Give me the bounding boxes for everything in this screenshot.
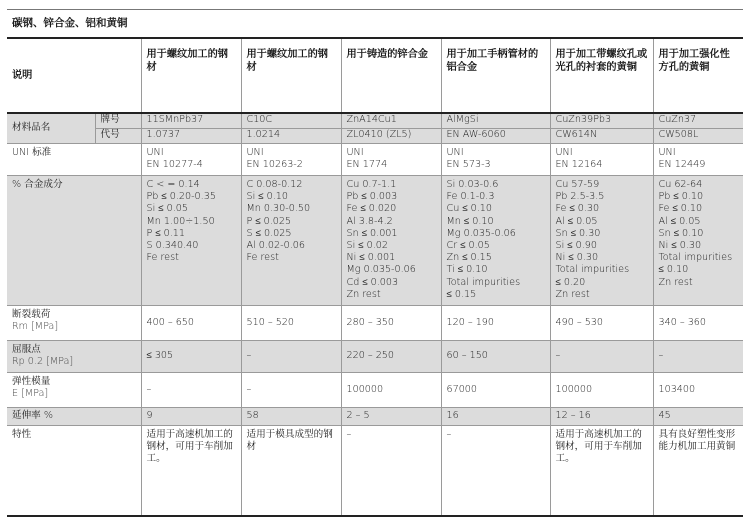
composition-line: Si ≤ 0.90 xyxy=(555,240,597,252)
e-value: 100000 xyxy=(550,373,653,408)
uni-line: EN 12164 xyxy=(555,159,603,171)
rm-label-cell xyxy=(7,306,141,341)
rp-value: – xyxy=(653,341,743,373)
composition-line: Fe rest xyxy=(146,252,179,264)
code-value: 1.0737 xyxy=(141,129,241,144)
rp-value: – xyxy=(550,341,653,373)
composition-line: C 0.08-0.12 xyxy=(246,179,303,190)
grade-value: ZnA14Cu1 xyxy=(341,113,441,129)
composition-line: Mg 0.035-0.06 xyxy=(446,227,516,239)
materials-table xyxy=(7,9,743,517)
material-header-4: 用于加工手柄管材的铝合金 xyxy=(441,38,550,113)
composition-line: Si ≤ 0.10 xyxy=(246,191,288,203)
composition-label: % 合金成分 xyxy=(7,176,141,306)
composition-line: Si ≤ 0.02 xyxy=(346,240,388,252)
grade-value: 11SMnPb37 xyxy=(141,113,241,129)
grade-value: CuZn37 xyxy=(653,113,743,129)
uni-line: UNI xyxy=(555,147,573,158)
composition-line: Total impurities xyxy=(658,252,733,264)
composition-line: Sn ≤ 0.001 xyxy=(346,227,398,239)
grade-value: AlMgSi xyxy=(441,113,550,129)
composition-line: Mg 0.035-0.06 xyxy=(346,264,416,276)
composition-line: Al ≤ 0.05 xyxy=(555,215,598,227)
characteristic-value: 适用于高速机加工的钢材，可用于车削加工。 xyxy=(550,426,653,517)
uni-line: UNI xyxy=(346,147,364,158)
composition-line: Total impurities xyxy=(555,264,630,276)
composition-line: Cu ≤ 0.10 xyxy=(446,203,493,215)
composition-line: ≤ 0.20 xyxy=(555,276,586,288)
rm-value: 400 – 650 xyxy=(141,306,241,341)
composition-line: S ≤ 0.025 xyxy=(246,227,292,239)
material-header-3: 用于铸造的锌合金 xyxy=(341,38,441,113)
rm-value: 280 – 350 xyxy=(341,306,441,341)
uni-line: UNI xyxy=(446,147,464,158)
grade-label: 牌号 xyxy=(95,113,141,129)
code-value: CW614N xyxy=(550,129,653,144)
code-label: 代号 xyxy=(95,129,141,144)
header-label: 说明 xyxy=(7,38,141,113)
composition-line: ≤ 0.10 xyxy=(658,264,689,276)
e-label-cell xyxy=(7,373,141,408)
e-unit: E [MPa] xyxy=(12,388,49,400)
composition-line: Al 3.8-4.2 xyxy=(346,215,393,227)
composition-line: Fe ≤ 0.30 xyxy=(555,203,600,215)
composition-line: Pb ≤ 0.003 xyxy=(346,191,398,203)
composition-line: Cu 0.7-1.1 xyxy=(346,179,397,190)
elongation-value: 9 xyxy=(141,408,241,426)
composition-line: P ≤ 0.11 xyxy=(146,227,186,239)
elongation-value: 2 – 5 xyxy=(341,408,441,426)
material-header-6: 用于加工强化性方孔的黄铜 xyxy=(653,38,743,113)
uni-cell xyxy=(653,144,743,176)
composition-line: Pb ≤ 0.10 xyxy=(658,191,704,203)
rm-value: 510 – 520 xyxy=(241,306,341,341)
composition-cell xyxy=(341,176,441,306)
composition-line: Zn rest xyxy=(555,288,590,300)
uni-cell xyxy=(241,144,341,176)
rp-unit: Rp 0.2 [MPa] xyxy=(12,356,74,368)
uni-cell xyxy=(141,144,241,176)
uni-line: EN 10263-2 xyxy=(246,159,303,171)
material-name-label: 材料品名 xyxy=(7,113,95,144)
e-value: 103400 xyxy=(653,373,743,408)
rm-value: 340 – 360 xyxy=(653,306,743,341)
uni-cell xyxy=(441,144,550,176)
code-value: ZL0410 (ZL5) xyxy=(341,129,441,144)
grade-value: C10C xyxy=(241,113,341,129)
uni-line: EN 12449 xyxy=(658,159,706,171)
material-header-1: 用于螺纹加工的钢材 xyxy=(141,38,241,113)
code-value: EN AW-6060 xyxy=(441,129,550,144)
grade-value: CuZn39Pb3 xyxy=(550,113,653,129)
composition-line: Cu 57-59 xyxy=(555,179,600,190)
uni-line: UNI xyxy=(246,147,264,158)
e-value: 67000 xyxy=(441,373,550,408)
rp-value: 220 – 250 xyxy=(341,341,441,373)
e-value: – xyxy=(141,373,241,408)
rm-label: 断裂载荷 xyxy=(12,309,51,321)
composition-line: Cu 62-64 xyxy=(658,179,703,190)
rp-label-cell xyxy=(7,341,141,373)
composition-line: Mn 0.30-0.50 xyxy=(246,203,311,215)
e-label: 弹性模量 xyxy=(12,376,51,388)
materials-table-sheet xyxy=(7,9,743,517)
composition-line: Pb 2.5-3.5 xyxy=(555,191,605,203)
composition-line: Zn rest xyxy=(658,276,693,288)
characteristic-value: – xyxy=(441,426,550,517)
composition-line: Fe ≤ 0.020 xyxy=(346,203,397,215)
characteristic-value: 适用于模具成型的钢材 xyxy=(241,426,341,517)
uni-label: UNI 标准 xyxy=(7,144,141,176)
composition-line: Ti ≤ 0.10 xyxy=(446,264,488,276)
material-header-2: 用于螺纹加工的钢材 xyxy=(241,38,341,113)
material-header-5: 用于加工带螺纹孔或光孔的衬套的黄铜 xyxy=(550,38,653,113)
composition-line: Al ≤ 0.05 xyxy=(658,215,701,227)
composition-cell xyxy=(653,176,743,306)
rm-value: 490 – 530 xyxy=(550,306,653,341)
composition-cell xyxy=(241,176,341,306)
composition-line: Fe ≤ 0.10 xyxy=(658,203,703,215)
composition-line: Al 0.02-0.06 xyxy=(246,240,305,252)
composition-line: Sn ≤ 0.10 xyxy=(658,227,704,239)
uni-line: EN 1774 xyxy=(346,159,388,171)
code-value: CW508L xyxy=(653,129,743,144)
composition-line: C < = 0.14 xyxy=(146,179,200,190)
elongation-label: 延伸率 % xyxy=(7,408,141,426)
e-value: 100000 xyxy=(341,373,441,408)
characteristic-label: 特性 xyxy=(7,426,141,517)
rp-value: – xyxy=(241,341,341,373)
elongation-value: 12 – 16 xyxy=(550,408,653,426)
uni-cell xyxy=(341,144,441,176)
uni-line: UNI xyxy=(658,147,676,158)
composition-line: P ≤ 0.025 xyxy=(246,215,292,227)
rp-label: 屈服点 xyxy=(12,344,41,356)
table-title: 碳钢、锌合金、铝和黄铜 xyxy=(7,10,743,39)
composition-cell xyxy=(550,176,653,306)
uni-cell xyxy=(550,144,653,176)
composition-line: Si 0.03-0.6 xyxy=(446,179,499,190)
composition-line: Fe 0.1-0.3 xyxy=(446,191,495,203)
composition-cell xyxy=(141,176,241,306)
elongation-value: 16 xyxy=(441,408,550,426)
composition-cell xyxy=(441,176,550,306)
rp-value: ≤ 305 xyxy=(141,341,241,373)
composition-line: Zn ≤ 0.15 xyxy=(446,252,492,264)
composition-line: Mn 1.00÷1.50 xyxy=(146,215,215,227)
uni-line: EN 10277-4 xyxy=(146,159,203,171)
composition-line: Mn ≤ 0.10 xyxy=(446,215,494,227)
composition-line: Si ≤ 0.05 xyxy=(146,203,188,215)
composition-line: Ni ≤ 0.30 xyxy=(658,240,702,252)
rp-value: 60 – 150 xyxy=(441,341,550,373)
composition-line: Zn rest xyxy=(346,288,381,300)
composition-line: Cr ≤ 0.05 xyxy=(446,240,490,252)
composition-line: ≤ 0.15 xyxy=(446,288,477,300)
rm-value: 120 – 190 xyxy=(441,306,550,341)
composition-line: Cd ≤ 0.003 xyxy=(346,276,399,288)
characteristic-value: 适用于高速机加工的钢材，可用于车削加工。 xyxy=(141,426,241,517)
composition-line: Total impurities xyxy=(446,276,521,288)
composition-line: Ni ≤ 0.001 xyxy=(346,252,396,264)
rm-unit: Rm [MPa] xyxy=(12,321,59,333)
composition-line: Pb ≤ 0.20-0.35 xyxy=(146,191,216,203)
composition-line: Sn ≤ 0.30 xyxy=(555,227,601,239)
composition-line: Fe rest xyxy=(246,252,279,264)
uni-line: EN 573-3 xyxy=(446,159,491,171)
characteristic-value: – xyxy=(341,426,441,517)
composition-line: S 0.340.40 xyxy=(146,240,199,252)
e-value: – xyxy=(241,373,341,408)
composition-line: Ni ≤ 0.30 xyxy=(555,252,599,264)
characteristic-value: 具有良好塑性变形能力机加工用黄铜 xyxy=(653,426,743,517)
elongation-value: 58 xyxy=(241,408,341,426)
elongation-value: 45 xyxy=(653,408,743,426)
code-value: 1.0214 xyxy=(241,129,341,144)
uni-line: UNI xyxy=(146,147,164,158)
